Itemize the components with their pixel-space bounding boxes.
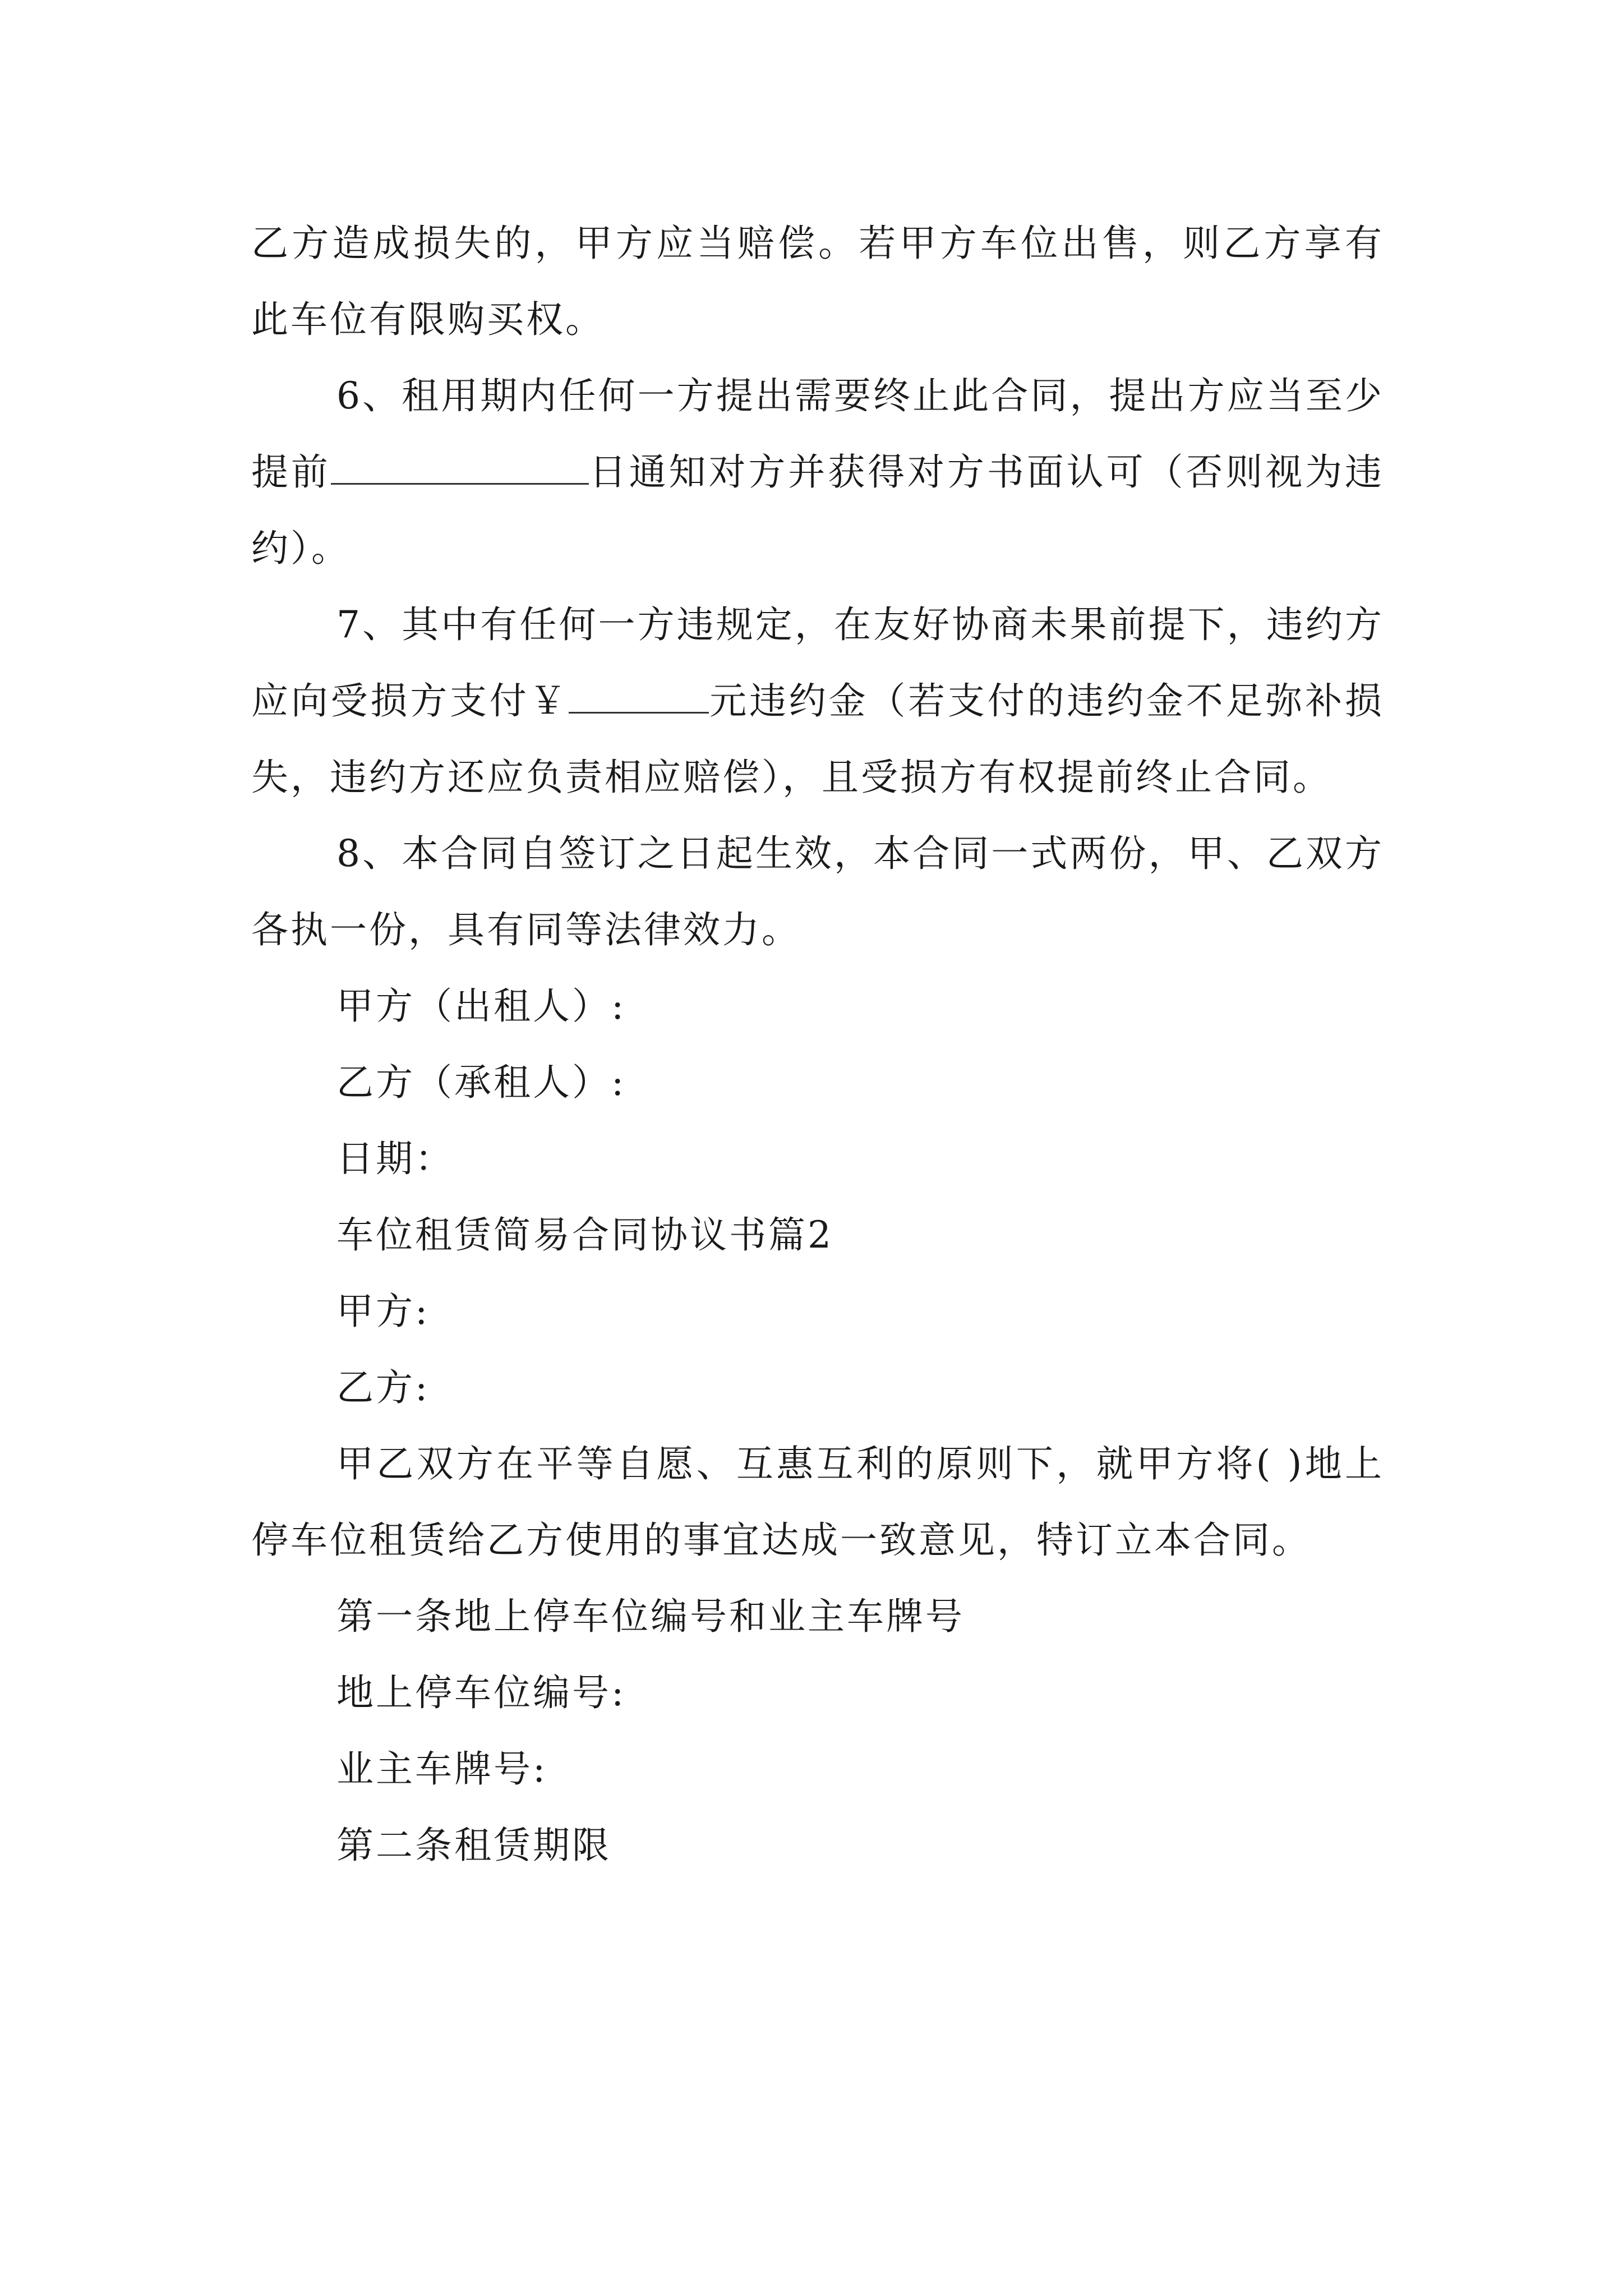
- license-plate-line: 业主车牌号:: [336, 1747, 548, 1791]
- clause-6-text-before: 6、租用期内任何一方提出需要终止此合同，提出方应当至少提前: [251, 374, 1384, 494]
- paragraph-clause-6: [251, 358, 1384, 587]
- clause-7-text-after: 元违约金（若支付的违约金不足弥补损失，违约方还应负责相应赔偿），且受损方有权提前终止合同。: [251, 679, 1385, 799]
- clause-7-text-before: 7、其中有任何一方违规定，在友好协商未果前提下，违约方应向受损方支付￥: [251, 603, 1384, 723]
- paragraph-preamble: 甲乙双方在平等自愿、互惠互利的原则下，就甲方将( )地上停车位租赁给乙方使用的事宜达成一致意见，特订立本合同。: [251, 1442, 1384, 1562]
- paragraph-loss-compensation: 乙方造成损失的，甲方应当赔偿。若甲方车位出售，则乙方享有此车位有限购买权。: [251, 222, 1384, 341]
- signature-date: 日期：: [336, 1137, 454, 1180]
- paragraph-clause-7: [251, 587, 1384, 816]
- clause-6-text-after: 日通知对方并获得对方书面认可（否则视为违约）。: [251, 450, 1385, 570]
- section-title-part-2: 车位租赁简易合同协议书篇2: [336, 1213, 833, 1257]
- party-a-line: 甲方:: [336, 1290, 430, 1333]
- document-body: [251, 205, 1384, 1884]
- notice-days-blank: [331, 453, 589, 485]
- party-b-line: 乙方:: [336, 1366, 430, 1409]
- parking-space-number-line: 地上停车位编号:: [336, 1671, 626, 1714]
- penalty-amount-blank: [569, 682, 709, 714]
- signature-party-a: 甲方（出租人）:: [336, 984, 626, 1028]
- signature-party-b: 乙方（承租人）:: [336, 1061, 626, 1104]
- article-2-heading: 第二条租赁期限: [336, 1824, 611, 1867]
- article-1-heading: 第一条地上停车位编号和业主车牌号: [336, 1595, 965, 1638]
- paragraph-clause-8: 8、本合同自签订之日起生效，本合同一式两份，甲、乙双方各执一份，具有同等法律效力。: [251, 832, 1384, 951]
